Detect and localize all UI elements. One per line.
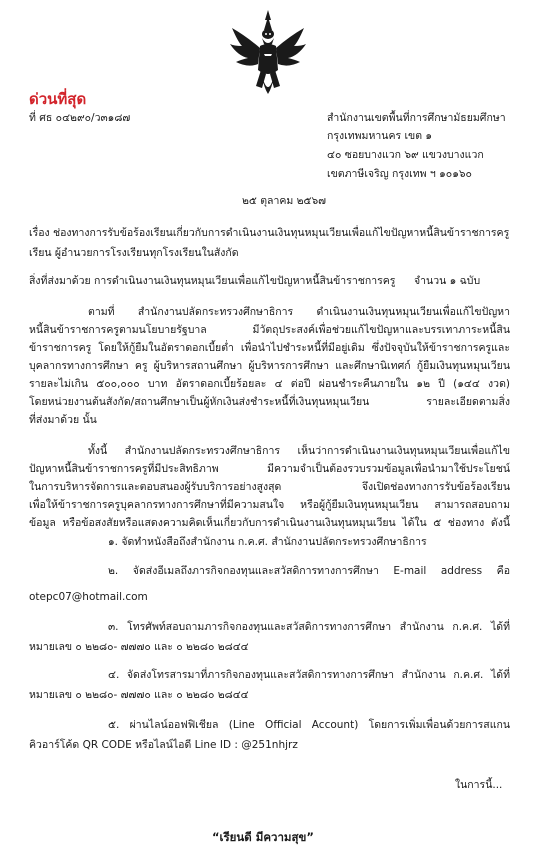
para1-line-5: รายละไม่เกิน ๕๐๐,๐๐๐ บาท อัตราดอกเบี้ยร้อยละ ๔ ต่อปี ผ่อนชำระคืนภายใน ๑๒ ปี (๑๔๔ งวด) [29,378,510,390]
slogan: “เรียนดี มีความสุข” [212,830,314,844]
addressee-line: เรียน ผู้อำนวยการโรงเรียนทุกโรงเรียนในสังกัด [29,247,239,259]
subject-line: เรื่อง ช่องทางการรับข้อร้องเรียนเกี่ยวกับการดำเนินงานเงินทุนหมุนเวียนเพื่อแก้ไขปัญหาหนี้สินข้าราชการครู [29,227,510,239]
channel-4-fax: หมายเลข ๐ ๒๒๘๐- ๗๗๗๐ และ ๐ ๒๒๘๐ ๒๘๔๔ [29,689,249,701]
para2-line-2: ปัญหาหนี้สินข้าราชการครูที่มีประสิทธิภาพ มีความจำเป็นต้องรวบรวมข้อมูลเพื่อนำมาใช้ประโยชน์ [29,463,510,475]
continuation-text: ในการนี้... [455,779,503,791]
para1-line-6: โดยหน่วยงานต้นสังกัด/สถานศึกษาเป็นผู้หักเงินส่งชำระหนี้ที่เงินทุนหมุนเวียน รายละเอียดตามสิ่ง [29,396,510,408]
urgency-label: ด่วนที่สุด [29,90,87,108]
channel-4-line-1: ๔. จัดส่งโทรสารมาที่ภารกิจกองทุนและสวัสดิการทางการศึกษา สำนักงาน ก.ค.ศ. ได้ที่ [108,669,510,681]
office-line-1: สำนักงานเขตพื้นที่การศึกษามัธยมศึกษา [327,112,506,124]
para1-line-3: ข้าราชการครู โดยให้กู้ยืมในอัตราดอกเบี้ยต่ำ เพื่อนำไปชำระหนี้ที่มีอยู่เดิม ซึ่งปัจจุบันให้ข้าราชการครูและ [29,342,510,354]
para1-line-1: ตามที่ สำนักงานปลัดกระทรวงศึกษาธิการ ดำเนินงานเงินทุนหมุนเวียนเพื่อแก้ไขปัญหา [88,306,510,318]
channel-5-line-id: คิวอาร์โค้ด QR CODE หรือไลน์ไอดี Line ID : @251nhjrz [29,739,298,751]
office-line-3: ๔๐ ซอยบางแวก ๖๙ แขวงบางแวก [327,149,484,161]
office-line-2: กรุงเทพมหานคร เขต ๑ [327,130,433,142]
garuda-emblem [228,8,308,100]
channel-5-line-1: ๕. ผ่านไลน์ออฟฟิเชียล (Line Official Account) โดยการเพิ่มเพื่อนด้วยการสแกน [108,719,510,731]
document-number: ที่ ศธ ๐๔๒๙๐/ว๓๑๘๗ [29,112,131,124]
enclosure-line: สิ่งที่ส่งมาด้วย การดำเนินงานเงินทุนหมุนเวียนเพื่อแก้ไขปัญหาหนี้สินข้าราชการครู [29,275,396,287]
para1-line-4: บุคลากรทางการศึกษา ครู ผู้บริหารสถานศึกษา ผู้บริหารการศึกษา และศึกษานิเทศก์ กู้ยืมเงินทุนหมุนเวียน [29,360,510,372]
para2-line-1: ทั้งนี้ สำนักงานปลัดกระทรวงศึกษาธิการ เห็นว่าการดำเนินงานเงินทุนหมุนเวียนเพื่อแก้ไข [88,445,510,457]
para1-line-7: ที่ส่งมาด้วย นั้น [29,414,97,426]
channel-3-line-1: ๓. โทรศัพท์สอบถามภารกิจกองทุนและสวัสดิการทางการศึกษา สำนักงาน ก.ค.ศ. ได้ที่ [108,621,510,633]
para2-line-5: ข้อมูล หรือข้อสงสัยหรือแสดงความคิดเห็นเกี่ยวกับการดำเนินงานเงินทุนหมุนเวียน ได้ใน ๕ ช่องทาง ดังนี้ [29,517,510,529]
channel-2-line-1: ๒. จัดส่งอีเมลถึงภารกิจกองทุนและสวัสดิการทางการศึกษา E-mail address คือ [108,565,510,577]
para2-line-3: ในการบริหารจัดการและตอบสนองผู้รับบริการอย่างสูงสุด จึงเปิดช่องทางการรับข้อร้องเรียน [29,481,510,493]
office-line-4: เขตภาษีเจริญ กรุงเทพ ฯ ๑๐๑๖๐ [327,168,472,180]
channel-3-phone: หมายเลข ๐ ๒๒๘๐- ๗๗๗๐ และ ๐ ๒๒๘๐ ๒๘๔๔ [29,641,249,653]
letter-date: ๒๕ ตุลาคม ๒๕๖๗ [242,195,327,207]
channel-1: ๑. จัดทำหนังสือถึงสำนักงาน ก.ค.ศ. สำนักงานปลัดกระทรวงศึกษาธิการ [108,536,427,548]
enclosure-quantity: จำนวน ๑ ฉบับ [414,275,481,287]
channel-2-email: otepc07@hotmail.com [29,591,148,603]
para2-line-4: เพื่อให้ข้าราชการครูบุคลากรทางการศึกษาที่มีความสนใจ หรือผู้กู้ยืมเงินทุนหมุนเวียน สามารถสอบถาม [29,499,510,511]
para1-line-2: หนี้สินข้าราชการครูตามนโยบายรัฐบาล มีวัตถุประสงค์เพื่อช่วยแก้ไขปัญหาและบรรเทาภาระหนี้สิน [29,324,510,336]
